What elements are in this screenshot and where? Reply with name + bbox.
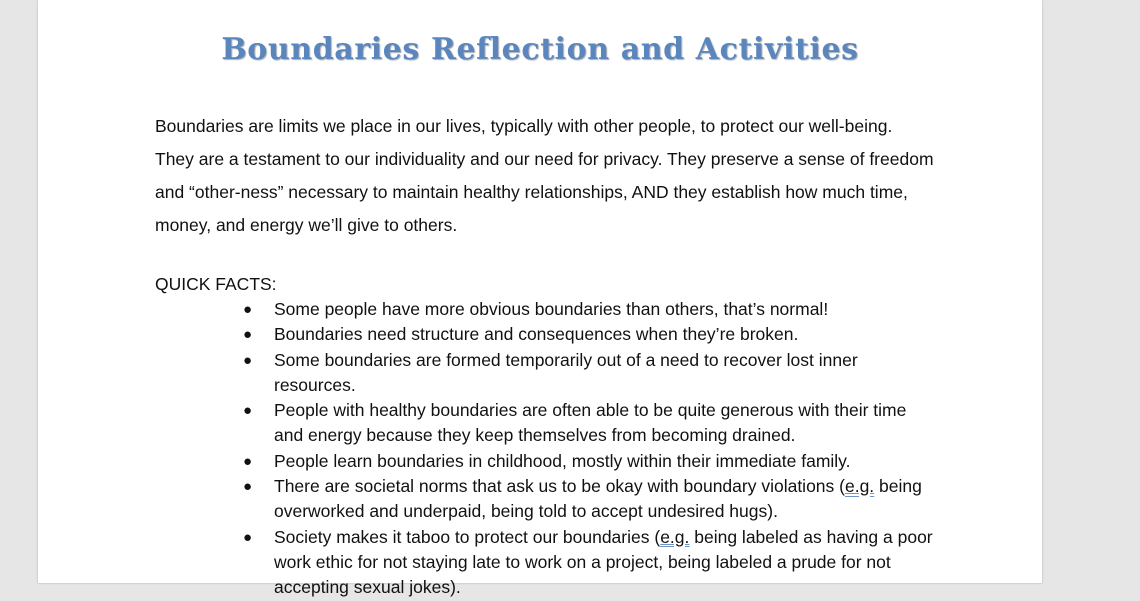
list-item-text-end: being labeled as having a poor work ethic for not staying late to work on a project, being labeled a prude for not accepting sexual jokes). xyxy=(274,526,933,598)
bullet-icon: ● xyxy=(243,402,253,420)
list-item-text: Some boundaries are formed temporarily out of a need to recover lost inner resources. xyxy=(274,349,858,395)
bullet-icon: ● xyxy=(243,326,253,344)
document-page xyxy=(38,0,1042,598)
list-item xyxy=(155,322,935,347)
list-item xyxy=(155,297,935,322)
list-item-text: People with healthy boundaries are often able to be quite generous with their time and energy because they keep themselves from becoming drained. xyxy=(274,400,907,446)
spellcheck-flagged-word[interactable]: e.g. xyxy=(844,476,875,497)
list-item-text: Some people have more obvious boundaries than others, that’s normal! xyxy=(274,299,829,319)
intro-paragraph: Boundaries are limits we place in our lives, typically with other people, to protect our well-being. They are a testament to our individuality and our need for privacy. They preserve a sense of freedom and “other-ness” necessary to maintain healthy relationships, AND they establish how much time, money, and energy we’ll give to others. xyxy=(155,116,934,235)
list-item-text-start: There are societal norms that ask us to be okay with boundary violations ( xyxy=(274,476,845,497)
list-item xyxy=(155,398,935,449)
bullet-icon: ● xyxy=(243,478,253,496)
list-item-text-start: Society makes it taboo to protect our boundaries ( xyxy=(274,526,661,547)
list-item xyxy=(155,449,935,474)
list-item-text: Boundaries need structure and consequences when they’re broken. xyxy=(274,324,799,345)
list-item xyxy=(155,348,935,399)
list-item-text xyxy=(274,476,922,521)
quick-facts-heading: QUICK FACTS: xyxy=(155,274,277,294)
bullet-icon: ● xyxy=(243,452,253,470)
bullet-icon: ● xyxy=(243,351,253,369)
bullet-icon: ● xyxy=(243,528,253,546)
list-item xyxy=(155,525,935,601)
list-item xyxy=(155,474,935,525)
list-item-text: People learn boundaries in childhood, mostly within their immediate family. xyxy=(274,450,851,471)
list-item-text xyxy=(274,527,933,598)
list-item-text-end: being overworked and underpaid, being told to accept undesired hugs). xyxy=(274,476,922,522)
quick-facts-list xyxy=(155,297,935,601)
bullet-icon: ● xyxy=(243,301,253,318)
spellcheck-flagged-word[interactable]: e.g. xyxy=(660,526,690,547)
document-title: Boundaries Reflection and Activities xyxy=(221,32,859,67)
